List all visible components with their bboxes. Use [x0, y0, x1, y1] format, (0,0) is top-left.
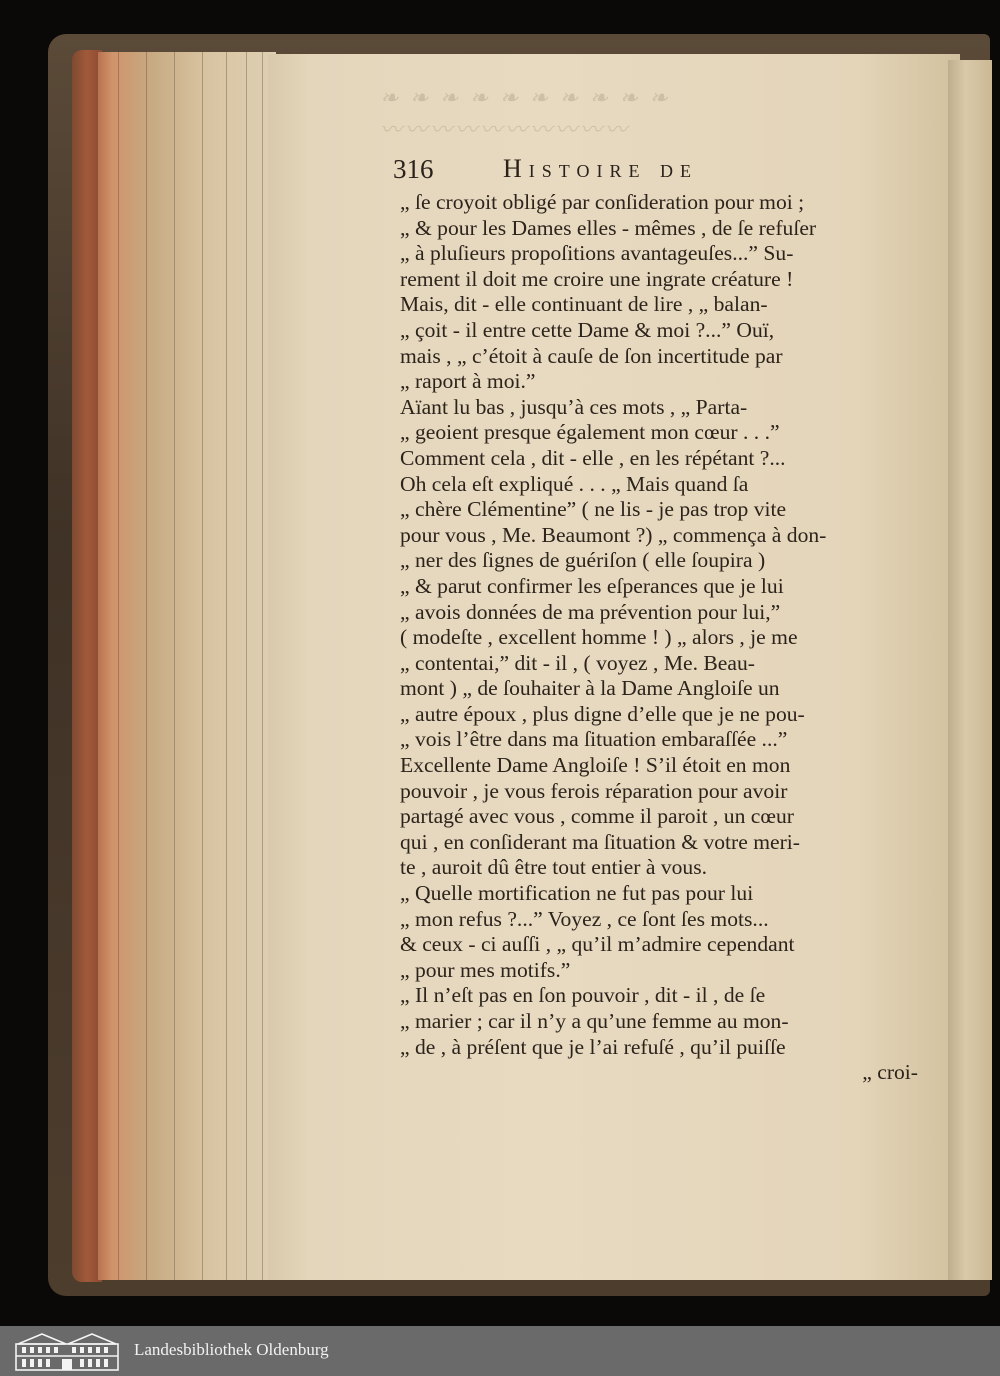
text-line: pour vous , Me. Beaumont ?) „ commença à don-: [400, 522, 827, 547]
page-stack: [98, 52, 276, 1280]
text-line: „ mon refus ?...” Voyez , ce ſont ſes mots...: [400, 906, 769, 931]
text-line: & ceux - ci auſſi , „ qu’il m’admire cependant: [400, 932, 795, 957]
text-line: „ chère Clémentine” ( ne lis - je pas trop vite: [400, 497, 787, 522]
text-line: pouvoir , je vous ferois réparation pour avoir: [400, 778, 788, 803]
text-line: „ à pluſieurs propoſitions avantageuſes...” Su-: [400, 241, 794, 266]
footer-bar: [0, 1326, 1000, 1376]
body-text: [400, 190, 918, 1086]
text-line: qui , en conſiderant ma ſituation & votre meri-: [400, 829, 800, 854]
text-line: rement il doit me croire une ingrate créature !: [400, 266, 794, 291]
text-line: „ & parut confirmer les eſperances que je lui: [400, 573, 784, 598]
text-line: te , auroit dû être tout entier à vous.: [400, 855, 708, 880]
text-line: mont ) „ de ſouhaiter à la Dame Angloiſe un: [400, 676, 780, 701]
text-line: „ autre époux , plus digne d’elle que je ne pou-: [400, 701, 805, 726]
library-building-icon: [12, 1330, 122, 1372]
text-line: „ Il n’eſt pas en ſon pouvoir , dit - il , de ſe: [400, 983, 766, 1008]
text-line: „ ſe croyoit obligé par conſideration pour moi ;: [400, 190, 805, 214]
text-line: „ Quelle mortification ne fut pas pour lui: [400, 881, 754, 906]
page-number: 316: [393, 154, 434, 184]
text-line: „ vois l’être dans ma ſituation embaraſſée ...”: [400, 727, 788, 752]
text-line: „ ner des ſignes de guériſon ( elle ſoupira ): [400, 548, 766, 573]
page-header: [393, 152, 923, 188]
text-line: mais , „ c’étoit à cauſe de ſon incertitude par: [400, 343, 783, 368]
text-line: „ pour mes motifs.”: [400, 957, 571, 982]
facing-page-gutter: [948, 60, 992, 1280]
text-line: „ avois données de ma prévention pour lui,”: [400, 599, 781, 624]
text-line: Mais, dit - elle continuant de lire , „ balan-: [400, 292, 768, 317]
text-line: „ çoit - il entre cette Dame & moi ?...” Ouï,: [400, 317, 775, 342]
text-line: „ contentai,” dit - il , ( voyez , Me. Beau-: [400, 650, 755, 675]
text-line: Excellente Dame Angloiſe ! S’il étoit en mon: [400, 753, 791, 778]
text-line: ( modeſte , excellent homme ! ) „ alors , je me: [400, 625, 798, 650]
catchword: „ croi-: [862, 1060, 918, 1085]
text-line: „ marier ; car il n’y a qu’une femme au mon-: [400, 1009, 789, 1033]
running-head: Histoire de: [503, 154, 698, 183]
text-line: „ geoient presque également mon cœur . . .”: [400, 420, 780, 445]
library-name: Landesbibliothek Oldenburg: [134, 1340, 329, 1359]
text-line: Comment cela , dit - elle , en les répétant ?...: [400, 445, 786, 470]
text-line: Oh cela eſt expliqué . . . „ Mais quand ſa: [400, 471, 749, 496]
text-line: partagé avec vous , comme il paroit , un cœur: [400, 804, 794, 829]
text-line: „ & pour les Dames elles - mêmes , de ſe refuſer: [400, 215, 817, 240]
show-through-text: ❧ ❧ ❧ ❧ ❧ ❧ ❧ ❧ ❧ ❧ 〰〰〰〰〰〰〰〰〰〰: [380, 85, 671, 142]
text-line: „ de , à préſent que je l’ai refuſé , qu’il puiſſe: [400, 1034, 786, 1059]
text-line: Aïant lu bas , jusqu’à ces mots , „ Parta-: [400, 394, 748, 419]
text-line: „ raport à moi.”: [400, 369, 536, 394]
